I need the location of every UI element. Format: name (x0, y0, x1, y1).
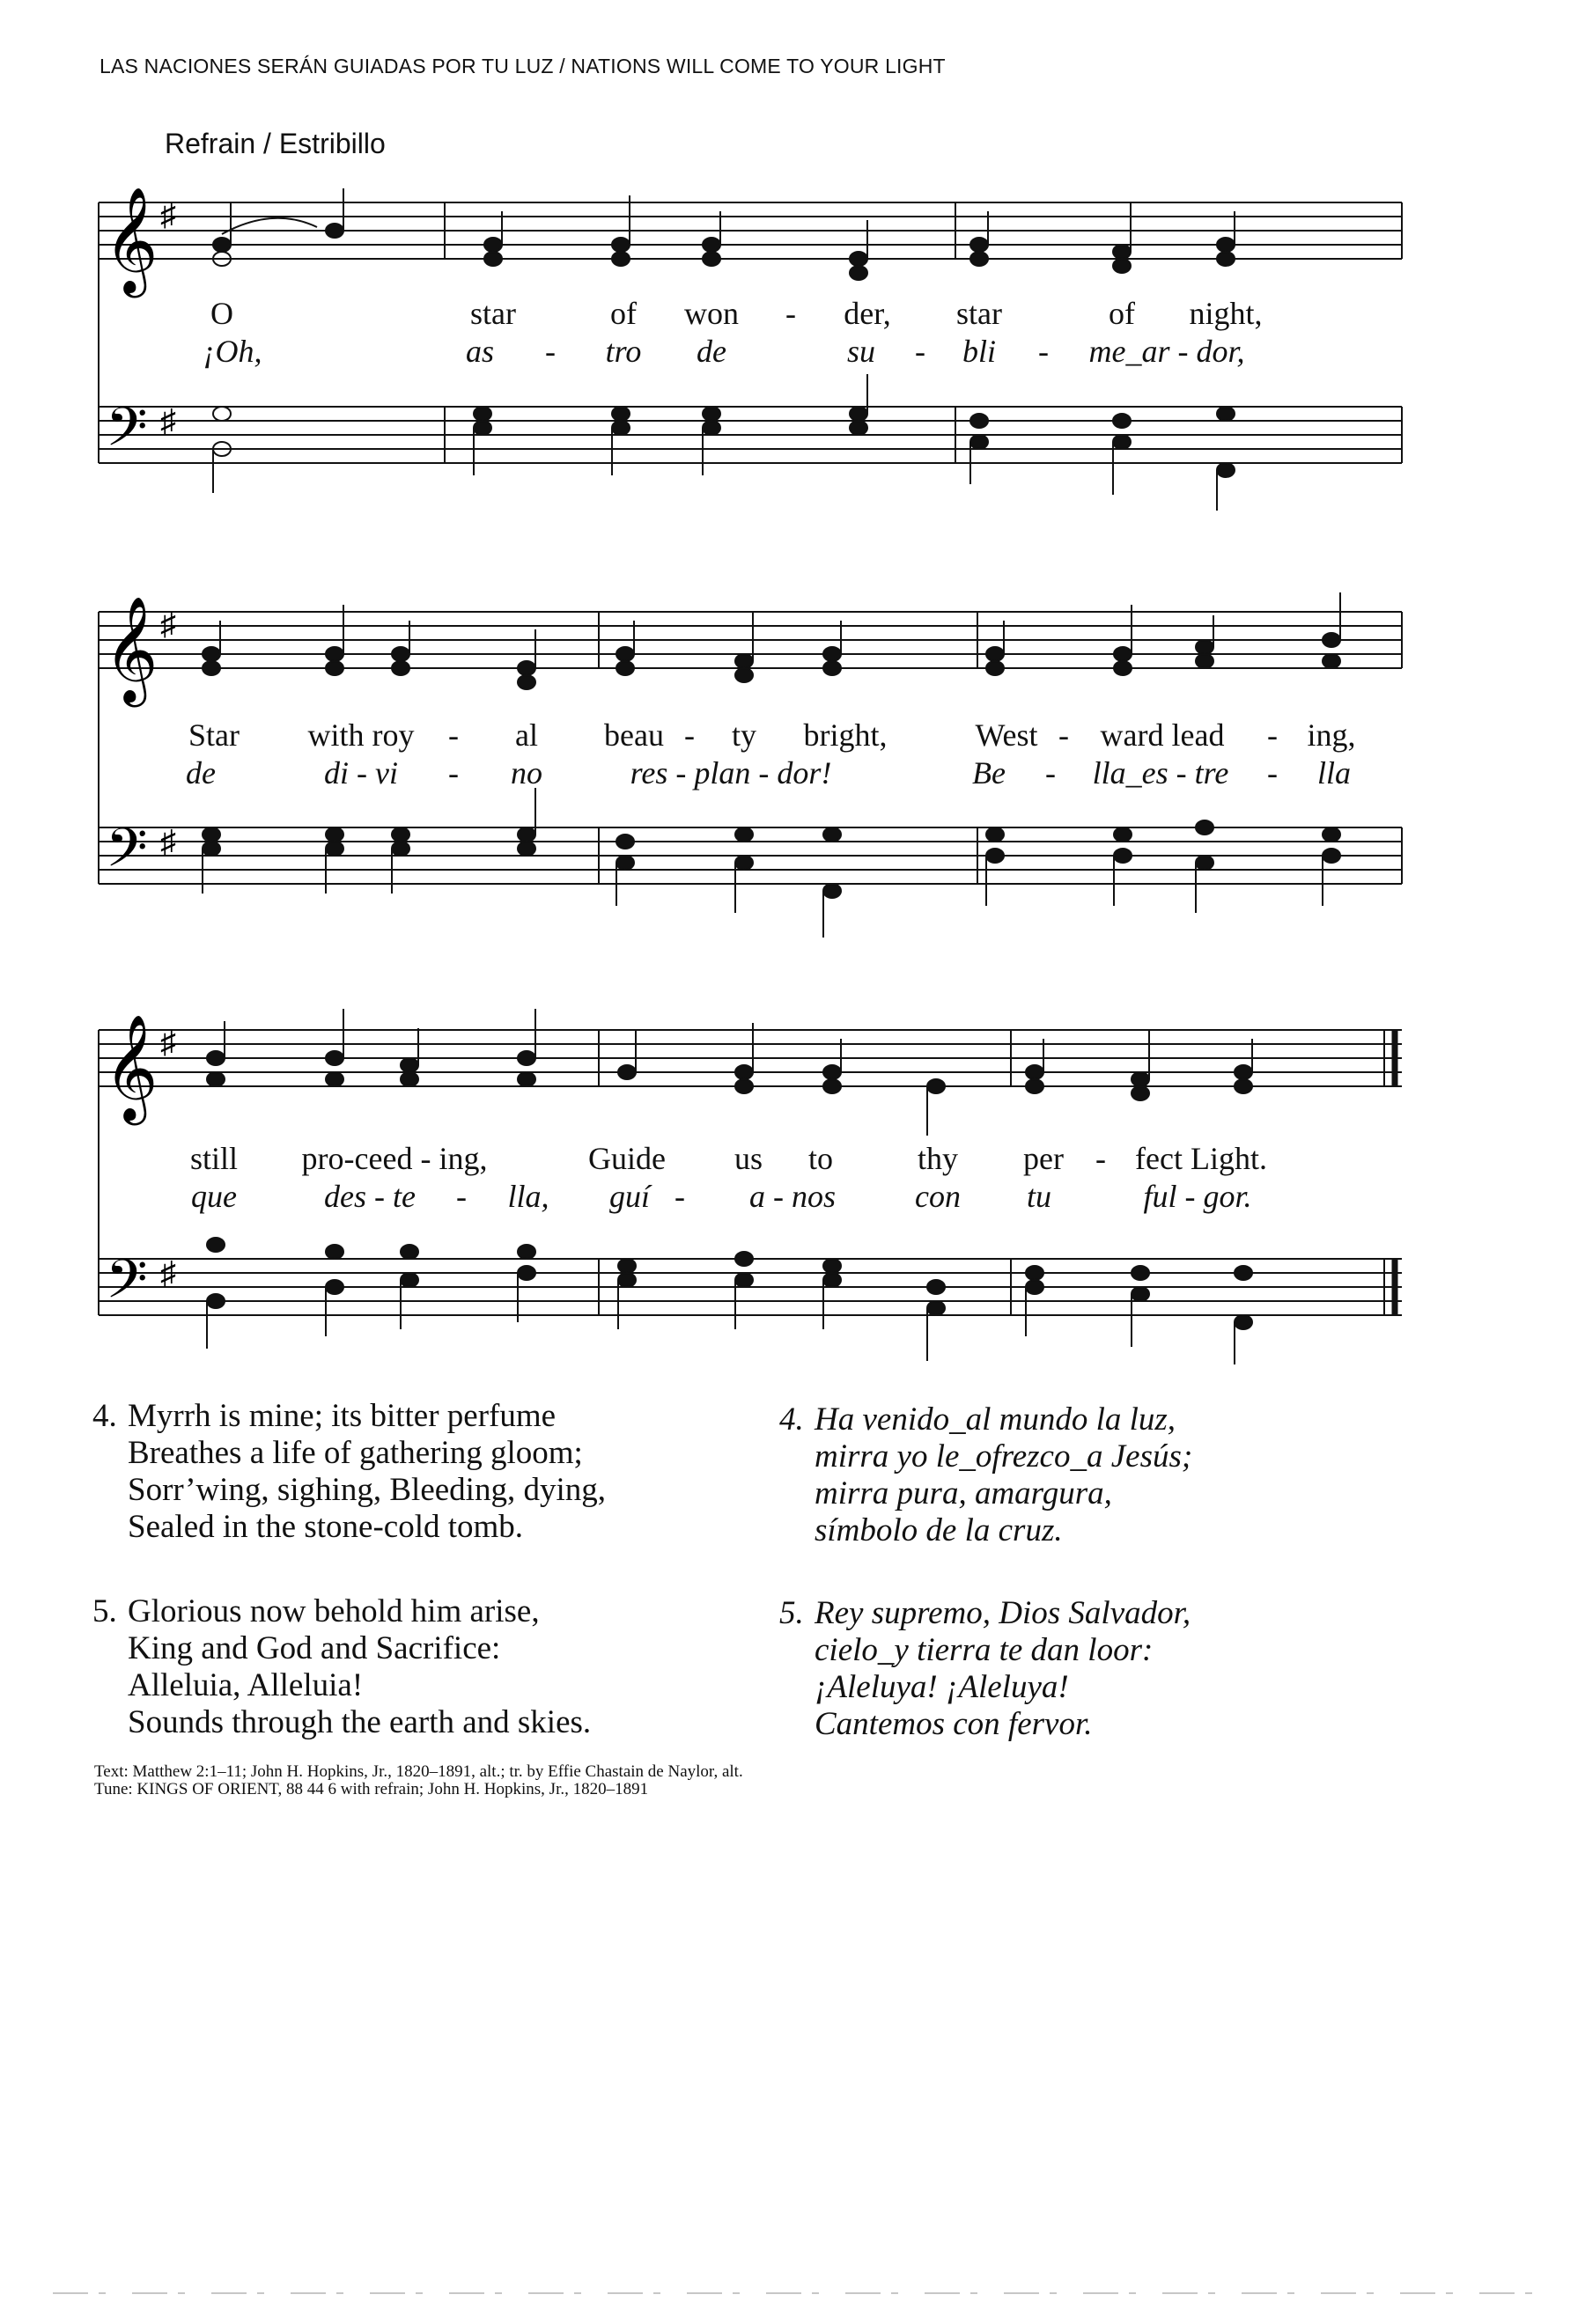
lyric-syllable: night, (1189, 296, 1263, 331)
verse-line: Cantemos con fervor. (815, 1706, 1093, 1742)
lyric-syllable: O (210, 296, 233, 331)
lyric-syllable: ty (731, 717, 757, 753)
key-signature-sharp-icon: ♯ (160, 824, 176, 859)
lyric-syllable: su (846, 334, 876, 369)
verse-line: cielo_y tierra te dan loor: (815, 1632, 1154, 1668)
lyric-syllable: lla_es - tre (1092, 755, 1229, 791)
lyrics-system-3-english (0, 1140, 1585, 1179)
running-head: LAS NACIONES SERÁN GUIADAS POR TU LUZ / NATIONS WILL COME TO YOUR LIGHT (100, 55, 946, 77)
lyric-syllable: ¡Oh, (203, 334, 262, 369)
bass-clef-icon: 𝄢 (106, 817, 148, 893)
lyric-syllable: as (465, 334, 495, 369)
verse-4-spanish (779, 1401, 1192, 1549)
verse-4-english (92, 1398, 606, 1546)
verse-number: 4. (92, 1398, 117, 1434)
lyric-syllable: with roy (307, 717, 415, 753)
lyric-syllable: de (697, 334, 726, 369)
verse-line: Myrrh is mine; its bitter perfume (128, 1398, 557, 1434)
lyric-hyphen: - (684, 717, 695, 753)
lyric-syllable: of (610, 296, 637, 331)
lyric-syllable: con (915, 1179, 961, 1214)
bass-staff (99, 407, 1402, 463)
lyric-syllable: of (1109, 296, 1135, 331)
lyric-syllable: won (684, 296, 739, 331)
key-signature-sharp-icon: ♯ (160, 403, 176, 438)
lyric-hyphen: - (1267, 717, 1278, 753)
lyric-syllable: West (975, 717, 1038, 753)
lyric-syllable: no (511, 755, 542, 791)
lyric-syllable: per (1023, 1141, 1064, 1176)
verse-5-english (92, 1593, 591, 1741)
lyric-syllable: bright, (803, 717, 888, 753)
lyric-hyphen: - (456, 1179, 467, 1214)
verse-line: mirra yo le_ofrezco_a Jesús; (815, 1438, 1193, 1475)
lyric-syllable: pro-ceed - ing, (301, 1141, 488, 1176)
bass-notes (203, 788, 1340, 938)
lyric-syllable: di - vi (324, 755, 398, 791)
verse-number: 5. (779, 1595, 804, 1631)
lyric-syllable: des - te (324, 1179, 416, 1214)
verse-line: símbolo de la cruz. (815, 1512, 1063, 1548)
credits (94, 1763, 743, 1798)
lyric-hyphen: - (675, 1179, 685, 1214)
lyric-hyphen: - (1058, 717, 1069, 753)
scan-edge-divider (53, 2292, 1532, 2294)
bass-clef-icon: 𝄢 (106, 1248, 148, 1324)
lyric-syllable: tu (1026, 1179, 1052, 1214)
bass-notes (213, 374, 1235, 511)
verse-line: Breathes a life of gathering gloom; (128, 1435, 583, 1471)
bass-clef-icon: 𝄢 (106, 396, 148, 472)
verse-5-spanish (779, 1595, 1191, 1743)
lyric-syllable: Guide (588, 1141, 666, 1176)
lyric-syllable: a - nos (749, 1179, 836, 1214)
lyric-syllable: lla, (507, 1179, 549, 1214)
verse-line: mirra pura, amargura, (815, 1475, 1112, 1511)
verse-line: Rey supremo, Dios Salvador, (815, 1595, 1191, 1631)
lyric-hyphen: - (915, 334, 925, 369)
verse-line: King and God and Sacrifice: (128, 1630, 501, 1666)
lyrics-system-1-english (0, 295, 1585, 334)
key-signature-sharp-icon: ♯ (160, 1255, 176, 1291)
verse-line: Ha venido_al mundo la luz, (815, 1401, 1176, 1438)
treble-clef-icon: 𝄞 (104, 595, 158, 702)
lyric-syllable: ful - gor. (1143, 1179, 1252, 1214)
lyric-syllable: res - plan - dor! (630, 755, 832, 791)
verse-line: Sounds through the earth and skies. (128, 1704, 592, 1740)
treble-clef-icon: 𝄞 (104, 1013, 158, 1121)
lyric-hyphen: - (545, 334, 556, 369)
lyric-syllable: bli (962, 334, 997, 369)
lyrics-system-2-english (0, 717, 1585, 755)
treble-staff (99, 202, 1402, 259)
lyric-syllable: der, (844, 296, 891, 331)
bass-staff (99, 1259, 1402, 1315)
lyric-syllable: still (189, 1141, 239, 1176)
lyric-hyphen: - (785, 296, 796, 331)
lyrics-system-2-spanish (0, 754, 1585, 793)
lyric-hyphen: - (448, 717, 459, 753)
lyric-syllable: ward lead (1100, 717, 1225, 753)
lyric-syllable: ing, (1307, 717, 1356, 753)
verse-line: Glorious now behold him arise, (128, 1593, 540, 1629)
lyric-syllable: de (186, 755, 216, 791)
key-signature-sharp-icon: ♯ (160, 197, 176, 232)
lyric-syllable: lla (1316, 755, 1352, 791)
verse-line: ¡Aleluya! ¡Aleluya! (815, 1669, 1069, 1705)
lyric-hyphen: - (1045, 755, 1056, 791)
text-credit: Text: Matthew 2:1–11; John H. Hopkins, Jr., 1820–1891, alt.; tr. by Effie Chastain de Naylor, alt. (94, 1762, 743, 1781)
key-signature-sharp-icon: ♯ (160, 607, 176, 642)
verse-line: Sorr’wing, sighing, Bleeding, dying, (128, 1472, 606, 1508)
verse-line: Alleluia, Alleluia! (128, 1667, 364, 1703)
lyric-syllable: star (956, 296, 1002, 331)
lyric-hyphen: - (1095, 1141, 1106, 1176)
lyrics-system-3-spanish (0, 1178, 1585, 1217)
treble-clef-icon: 𝄞 (104, 186, 158, 293)
lyric-syllable: star (470, 296, 516, 331)
lyric-syllable: beau (604, 717, 664, 753)
lyric-syllable: tro (605, 334, 642, 369)
lyric-syllable: to (807, 1141, 834, 1176)
lyric-syllable: al (515, 717, 538, 753)
lyric-syllable: thy (917, 1141, 959, 1176)
lyrics-system-1-spanish (0, 333, 1585, 371)
verse-number: 5. (92, 1593, 117, 1629)
lyric-syllable: guí (608, 1179, 651, 1214)
verse-number: 4. (779, 1401, 804, 1438)
lyric-syllable: Star (188, 717, 240, 753)
lyric-syllable: fect Light. (1135, 1141, 1267, 1176)
tune-credit: Tune: KINGS OF ORIENT, 88 44 6 with refrain; John H. Hopkins, Jr., 1820–1891 (94, 1780, 649, 1798)
lyric-syllable: us (734, 1141, 763, 1176)
lyric-hyphen: - (1038, 334, 1049, 369)
lyric-hyphen: - (1267, 755, 1278, 791)
lyric-syllable: que (191, 1179, 237, 1214)
lyric-hyphen: - (448, 755, 459, 791)
lyric-syllable: Be (972, 755, 1006, 791)
verse-line: Sealed in the stone-cold tomb. (128, 1509, 524, 1545)
lyric-syllable: me_ar - dor, (1088, 334, 1245, 369)
refrain-label: Refrain / Estribillo (165, 128, 386, 159)
key-signature-sharp-icon: ♯ (160, 1025, 176, 1060)
